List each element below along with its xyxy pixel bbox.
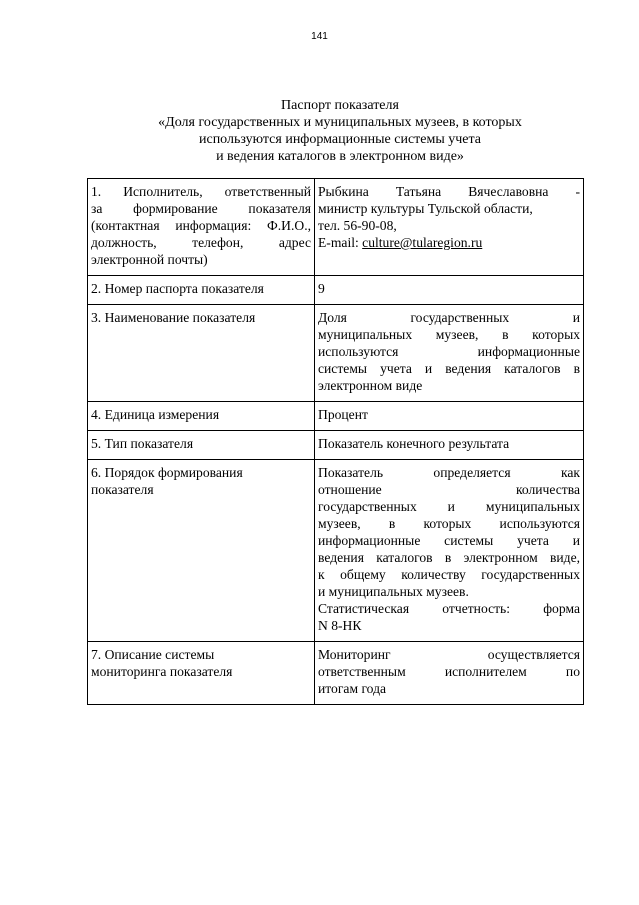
label-line: (контактная информация: Ф.И.О., [91, 218, 311, 233]
row-6-label [88, 460, 315, 642]
value-line: муниципальных музеев, в которых [318, 327, 580, 342]
title-line-2: «Доля государственных и муниципальных музеев, в которых [158, 115, 522, 130]
row-1-value [315, 179, 584, 276]
table-row [88, 402, 584, 431]
row-4-label: 4. Единица измерения [88, 402, 315, 431]
value-line: электронном виде [318, 378, 423, 393]
row-5-value: Показатель конечного результата [315, 431, 584, 460]
value-line: государственных и муниципальных [318, 499, 580, 514]
label-line: 6. Порядок формирования [91, 465, 243, 480]
value-line: системы учета и ведения каталогов в [318, 361, 580, 376]
row-5-label: 5. Тип показателя [88, 431, 315, 460]
value-line: и муниципальных музеев. [318, 584, 469, 599]
row-3-label: 3. Наименование показателя [88, 305, 315, 402]
table-row [88, 460, 584, 642]
label-line: должность, телефон, адрес [91, 235, 311, 250]
label-line: 7. Описание системы [91, 647, 215, 662]
table-row [88, 179, 584, 276]
row-3-value [315, 305, 584, 402]
value-line: ответственным исполнителем по [318, 664, 580, 679]
table-row [88, 305, 584, 402]
passport-table [87, 178, 584, 705]
value-line: ведения каталогов в электронном виде, [318, 550, 580, 565]
value-line: Статистическая отчетность: форма [318, 601, 580, 616]
label-line: 1. Исполнитель, ответственный [91, 184, 311, 199]
value-line: используются информационные [318, 344, 580, 359]
value-line: Доля государственных и [318, 310, 580, 325]
value-line: музеев, в которых используются [318, 516, 580, 531]
row-6-value [315, 460, 584, 642]
table-row [88, 642, 584, 705]
row-7-value [315, 642, 584, 705]
value-line: итогам года [318, 681, 387, 696]
row-4-value: Процент [315, 402, 584, 431]
email-prefix: E-mail: [318, 235, 363, 250]
value-line: тел. 56-90-08, [318, 218, 397, 233]
label-line: за формирование показателя [91, 201, 311, 216]
email-link[interactable]: culture@tularegion.ru [362, 235, 483, 250]
row-1-label [88, 179, 315, 276]
value-line: Показатель определяется как [318, 465, 580, 480]
value-line: Рыбкина Татьяна Вячеславовна - [318, 184, 580, 199]
row-7-label [88, 642, 315, 705]
value-line: Мониторинг осуществляется [318, 647, 580, 662]
title-line-4: и ведения каталогов в электронном виде» [216, 149, 464, 164]
title-line-1: Паспорт показателя [281, 98, 399, 113]
value-line: министр культуры Тульской области, [318, 201, 533, 216]
value-line: N 8-НК [318, 618, 362, 633]
table-row [88, 276, 584, 305]
label-line: мониторинга показателя [91, 664, 233, 679]
email-line [318, 234, 580, 251]
label-line: показателя [91, 482, 154, 497]
value-line: к общему количеству государственных [318, 567, 580, 582]
document-title [60, 97, 620, 165]
table-row [88, 431, 584, 460]
row-2-value: 9 [315, 276, 584, 305]
value-line: информационные системы учета и [318, 533, 580, 548]
label-line: электронной почты) [91, 252, 208, 267]
title-line-3: используются информационные системы учета [198, 132, 482, 147]
page-number: 141 [311, 31, 328, 42]
value-line: отношение количества [318, 482, 580, 497]
row-2-label: 2. Номер паспорта показателя [88, 276, 315, 305]
